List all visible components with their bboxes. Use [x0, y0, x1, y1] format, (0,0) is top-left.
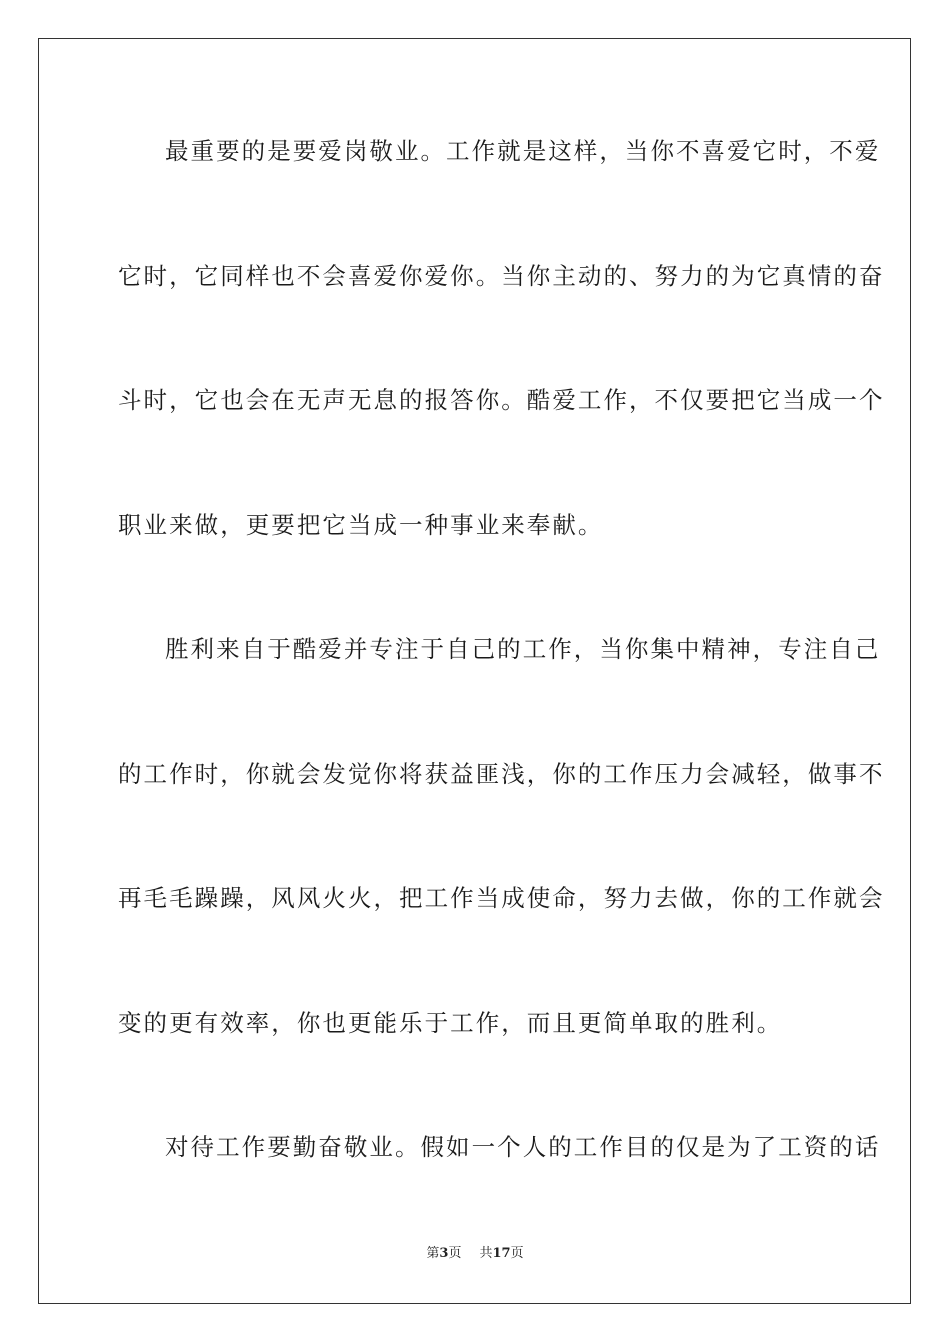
total-pages: 17	[492, 1246, 511, 1261]
page-border	[38, 38, 911, 1304]
paragraph-2-line-1: 胜利来自于酷爱并专注于自己的工作，当你集中精神，专注自己	[165, 635, 881, 663]
total-prefix: 共	[479, 1246, 493, 1261]
paragraph-1-line-1: 最重要的是要爱岗敬业。工作就是这样，当你不喜爱它时，不爱	[165, 137, 881, 165]
paragraph-2-line-3: 再毛毛躁躁，风风火火，把工作当成使命，努力去做，你的工作就会	[118, 884, 885, 912]
page-prefix: 第	[426, 1246, 440, 1261]
page-footer	[0, 1245, 950, 1263]
page-suffix: 页	[448, 1246, 462, 1261]
paragraph-2-line-2: 的工作时，你就会发觉你将获益匪浅，你的工作压力会减轻，做事不	[118, 760, 885, 788]
paragraph-1-line-4: 职业来做，更要把它当成一种事业来奉献。	[118, 511, 604, 539]
paragraph-1-line-2: 它时，它同样也不会喜爱你爱你。当你主动的、努力的为它真情的奋	[118, 262, 885, 290]
paragraph-2-line-4: 变的更有效率，你也更能乐于工作，而且更简单取的胜利。	[118, 1009, 783, 1037]
page-number: 3	[439, 1246, 449, 1261]
paragraph-1-line-3: 斗时，它也会在无声无息的报答你。酷爱工作，不仅要把它当成一个	[118, 386, 885, 414]
total-suffix: 页	[510, 1246, 524, 1261]
paragraph-3-line-1: 对待工作要勤奋敬业。假如一个人的工作目的仅是为了工资的话	[165, 1133, 881, 1161]
